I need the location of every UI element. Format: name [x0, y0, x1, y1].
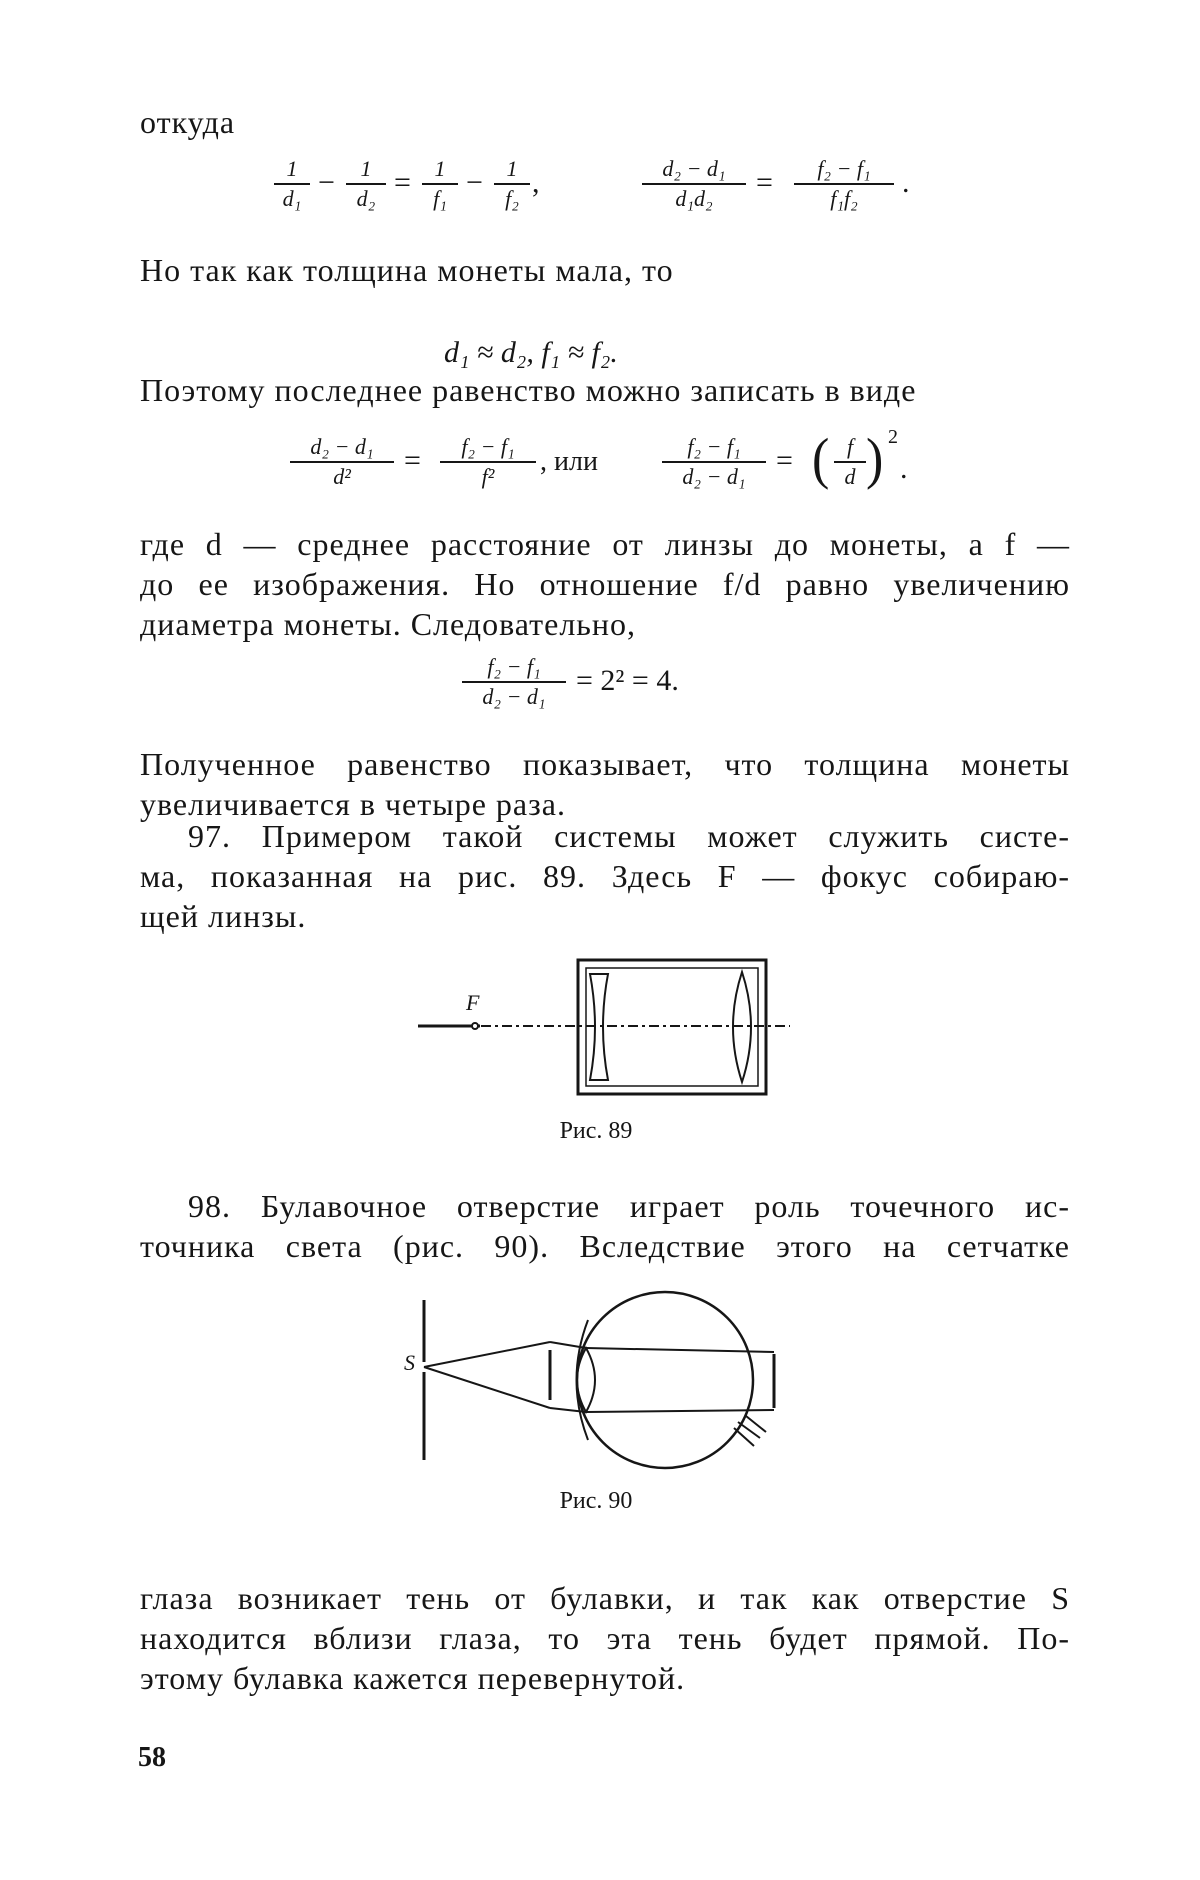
page-number: 58 [138, 1742, 166, 1773]
hole-label: S [404, 1350, 415, 1375]
denominator: f₁ [433, 186, 447, 211]
numerator: 1 [506, 156, 518, 181]
period: . [900, 452, 908, 485]
numerator: f₂ − f₁ [817, 156, 871, 181]
denominator: d₂ − d₁ [682, 464, 746, 489]
numerator: 1 [434, 156, 446, 181]
paragraph-6 [140, 1186, 1070, 1266]
denominator: d₁d₂ [675, 186, 713, 211]
numerator: f₂ − f₁ [687, 434, 741, 459]
paragraph-2: Поэтому последнее равенство можно записать в виде [140, 372, 917, 408]
minus-sign: − [318, 166, 335, 199]
numerator: 1 [360, 156, 372, 181]
text-line: 97. Примером такой системы может служить систе- [188, 818, 1070, 854]
text-line: 98. Булавочное отверстие играет роль точечного ис- [188, 1188, 1070, 1224]
right-paren: ) [866, 428, 884, 491]
eye-diagram [400, 1290, 820, 1470]
denominator: f² [481, 464, 495, 489]
exponent: 2 [888, 426, 898, 448]
focus-label: F [466, 990, 480, 1015]
text-line: до ее изображения. Но отношение f/d равно увеличению [140, 566, 1070, 602]
fraction [290, 434, 394, 490]
or-word: , или [540, 446, 598, 477]
fraction [422, 156, 458, 212]
denominator: f₂ [505, 186, 519, 211]
text-line: ма, показанная на рис. 89. Здесь F — фокус собираю- [140, 858, 1070, 894]
fraction [642, 156, 746, 212]
numerator: f₂ − f₁ [461, 434, 515, 459]
text-line: где d — среднее расстояние от линзы до монеты, а f — [140, 526, 1070, 562]
paragraph-4 [140, 744, 1070, 824]
fraction [662, 434, 766, 490]
denominator: d₂ − d₁ [482, 684, 546, 709]
fraction [346, 156, 386, 212]
denominator: d² [333, 464, 351, 489]
numerator: f₂ − f₁ [487, 654, 541, 679]
fraction [274, 156, 310, 212]
intro-word: откуда [140, 104, 236, 140]
paragraph-7 [140, 1578, 1070, 1698]
comma: , [532, 166, 540, 199]
text-line: этому булавка кажется перевернутой. [140, 1660, 686, 1696]
figure-caption: Рис. 89 [559, 1118, 633, 1144]
text-line: Полученное равенство показывает, что толщина монеты [140, 746, 1070, 782]
figure-caption: Рис. 90 [559, 1488, 633, 1514]
text-line: глаза возникает тень от булавки, и так как отверстие S [140, 1580, 1070, 1616]
equals-sign: = [776, 444, 793, 477]
period: . [902, 166, 910, 199]
equals-sign: = [404, 444, 421, 477]
fraction [794, 156, 894, 212]
numerator: 1 [286, 156, 298, 181]
text-line: диаметра монеты. Следовательно, [140, 606, 637, 642]
text-line: щей линзы. [140, 898, 307, 934]
text-line: увеличивается в четыре раза. [140, 786, 566, 822]
equals-sign: = [756, 166, 773, 199]
fraction [494, 156, 530, 212]
paragraph-3 [140, 524, 1070, 644]
numerator: f [846, 434, 854, 459]
text-line: точника света (рис. 90). Вследствие этого на сетчатке [140, 1228, 1070, 1264]
equals-sign: = [394, 166, 411, 199]
paragraph-5 [140, 816, 1070, 936]
numerator: d₂ − d₁ [310, 434, 374, 459]
equation-result: = 2² = 4. [576, 664, 679, 697]
denominator: d [844, 464, 856, 489]
denominator: f₁f₂ [830, 186, 858, 211]
denominator: d₁ [282, 186, 302, 211]
fraction [440, 434, 536, 490]
telescope-diagram [400, 950, 800, 1130]
minus-sign: − [466, 166, 483, 199]
paragraph-1: Но так как толщина монеты мала, то [140, 252, 674, 288]
numerator: d₂ − d₁ [662, 156, 726, 181]
equation-2: d₁ ≈ d₂, f₁ ≈ f₂. [444, 336, 618, 369]
fraction [462, 654, 566, 710]
text-line: находится вблизи глаза, то эта тень будет прямой. По- [140, 1620, 1070, 1656]
denominator: d₂ [356, 186, 376, 211]
left-paren: ( [812, 428, 830, 491]
fraction [834, 434, 866, 490]
